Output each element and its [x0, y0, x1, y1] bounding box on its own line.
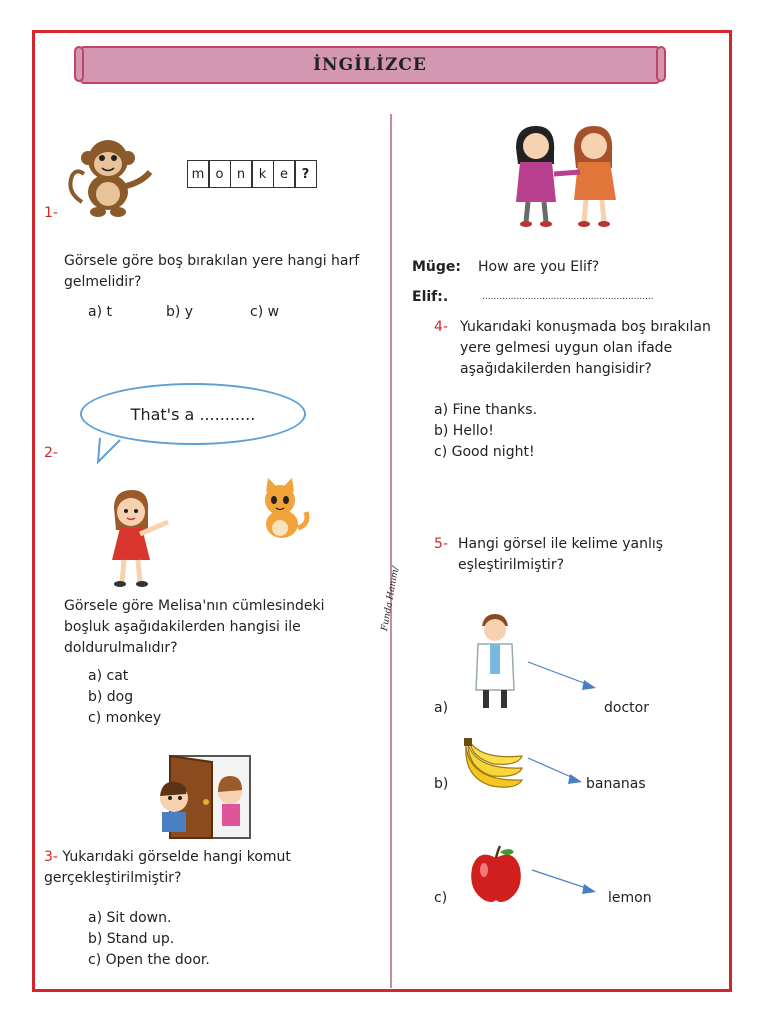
q2-option-a[interactable]: a) cat — [88, 668, 129, 684]
q5-option-a[interactable]: a) — [434, 700, 449, 716]
q4-option-a[interactable]: a) Fine thanks. — [434, 402, 538, 418]
letter-cell: e — [273, 160, 296, 188]
letter-cell: m — [187, 160, 210, 188]
missing-letter-cell: ? — [294, 160, 317, 188]
bubble-tail — [96, 436, 126, 464]
q5-option-b[interactable]: b) — [434, 776, 449, 792]
bubble-text: That's a ........... — [130, 404, 256, 424]
dialogue-speaker-1: Müge: — [412, 259, 462, 275]
q2-text: Görsele göre Melisa'nın cümlesindeki boşluk aşağıdakilerden hangisi ile doldurulmalıdır? — [64, 598, 325, 656]
doctor-illustration — [472, 612, 518, 714]
arrow-icon — [526, 756, 586, 786]
apple-illustration — [468, 844, 524, 904]
letter-cell: k — [251, 160, 274, 188]
title-banner — [80, 46, 660, 84]
page-title: İNGİLİZCE — [313, 55, 427, 75]
arrow-icon — [526, 660, 600, 692]
q5-word-a: doctor — [604, 700, 649, 716]
girl-pointing-illustration — [98, 488, 172, 588]
letter-grid — [188, 160, 317, 188]
q4-number: 4- — [434, 319, 448, 335]
banana-illustration — [462, 738, 526, 792]
dialogue-speaker-2: Elif:. — [412, 289, 449, 305]
q5-number: 5- — [434, 536, 448, 552]
q3-option-b[interactable]: b) Stand up. — [88, 931, 175, 947]
q1-option-c[interactable]: c) w — [250, 304, 280, 320]
q5-text: Hangi görsel ile kelime yanlış eşleştirilmiştir? — [458, 536, 664, 573]
arrow-icon — [530, 868, 600, 896]
q1-number: 1- — [44, 205, 58, 221]
q3-number: 3- — [44, 849, 58, 865]
monkey-illustration — [62, 132, 158, 220]
letter-cell: n — [230, 160, 253, 188]
q4-option-c[interactable]: c) Good night! — [434, 444, 535, 460]
author-signature: Funda Hanım/ — [380, 565, 402, 632]
column-divider — [390, 114, 392, 988]
q5-word-b: bananas — [586, 776, 646, 792]
q2-option-b[interactable]: b) dog — [88, 689, 134, 705]
q1-text: Görsele göre boş bırakılan yere hangi harf gelmelidir? — [64, 253, 360, 290]
q3-option-a[interactable]: a) Sit down. — [88, 910, 172, 926]
q1-option-b[interactable]: b) y — [166, 304, 194, 320]
door-opening-illustration — [150, 752, 254, 840]
q3-text — [44, 847, 344, 889]
q4-option-b[interactable]: b) Hello! — [434, 423, 494, 439]
q3-question: Yukarıdaki görselde hangi komut gerçekleştirilmiştir? — [44, 849, 291, 886]
cat-illustration — [254, 478, 312, 540]
two-girls-illustration — [506, 122, 626, 230]
q2-number: 2- — [44, 445, 58, 461]
letter-cell: o — [208, 160, 231, 188]
q1-option-a[interactable]: a) t — [88, 304, 112, 320]
q5-option-c[interactable]: c) — [434, 890, 448, 906]
q4-text: Yukarıdaki konuşmada boş bırakılan yere gelmesi uygun olan ifade aşağıdakilerden hangisidir? — [460, 319, 711, 377]
q3-option-c[interactable]: c) Open the door. — [88, 952, 210, 968]
dialogue-blank: ............................................................ — [482, 292, 654, 302]
q5-word-c: lemon — [608, 890, 652, 906]
q2-option-c[interactable]: c) monkey — [88, 710, 162, 726]
dialogue-line-1: How are you Elif? — [478, 259, 600, 275]
